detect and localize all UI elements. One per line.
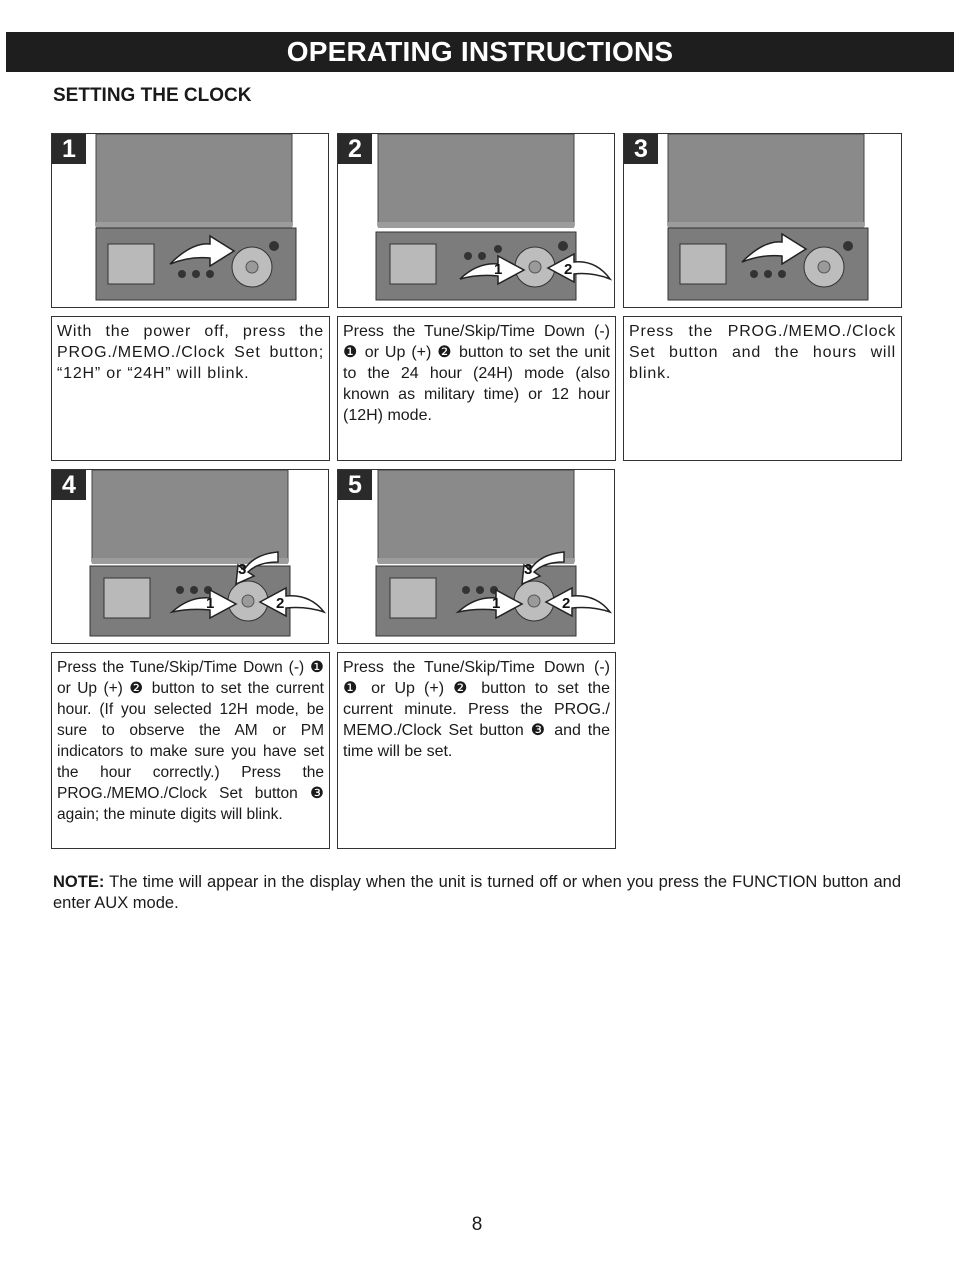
step-2-text: Press the Tune/Skip/Time Down (-) ❶ or Up (+) ❷ button to set the unit to the 24 hour (24H) mode (also known as military time) or 12 hour (12H) mode. [337,316,616,461]
arrow-label-prog: 3 [524,561,533,578]
page-title: OPERATING INSTRUCTIONS [286,36,674,67]
note-label: NOTE: [53,873,105,891]
note-text: The time will appear in the display when the unit is turned off or when you press the FUNCTION button and enter AUX mode. [53,873,901,912]
arrow-label-down: 1 [494,261,503,278]
step-1-number: 1 [52,134,86,164]
arrow-label-down: 1 [206,595,215,612]
section-title: SETTING THE CLOCK [53,85,252,106]
step-1-illustration [51,133,329,308]
note [53,872,901,914]
arrow-label-up: 2 [276,595,285,612]
arrow-label-down: 1 [492,595,501,612]
step-1-text: With the power off, press the PROG./MEMO./Clock Set button; “12H” or “24H” will blink. [51,316,330,461]
step-5-text: Press the Tune/Skip/Time Down (-) ❶ or Up (+) ❷ button to set the current minute. Press the PROG./ MEMO./Clock Set button ❸ and the time will be set. [337,652,616,849]
step-5-illustration [337,469,615,644]
step-3-text: Press the PROG./MEMO./Clock Set button and the hours will blink. [623,316,902,461]
step-4-illustration [51,469,329,644]
step-3-number: 3 [624,134,658,164]
arrow-label-prog: 3 [238,561,247,578]
stereo-unit-illustration [52,470,329,644]
arrow-label-up: 2 [562,595,571,612]
page-number: 8 [471,1214,483,1235]
stereo-unit-illustration [338,134,615,308]
step-3-illustration [623,133,902,308]
step-5-number: 5 [338,470,372,500]
stereo-unit-illustration [52,134,329,308]
step-4-text: Press the Tune/Skip/Time Down (-) ❶ or Up (+) ❷ button to set the current hour. (If you selected 12H mode, be sure to observe the AM or PM indicators to make sure you have set the hour correctly.) Press the PROG./MEMO./Clock Set button ❸ again; the minute digits will blink. [51,652,330,849]
stereo-unit-illustration [624,134,902,308]
page-header [6,32,954,72]
step-4-number: 4 [52,470,86,500]
step-2-number: 2 [338,134,372,164]
step-2-illustration [337,133,615,308]
arrow-label-up: 2 [564,261,573,278]
stereo-unit-illustration [338,470,615,644]
